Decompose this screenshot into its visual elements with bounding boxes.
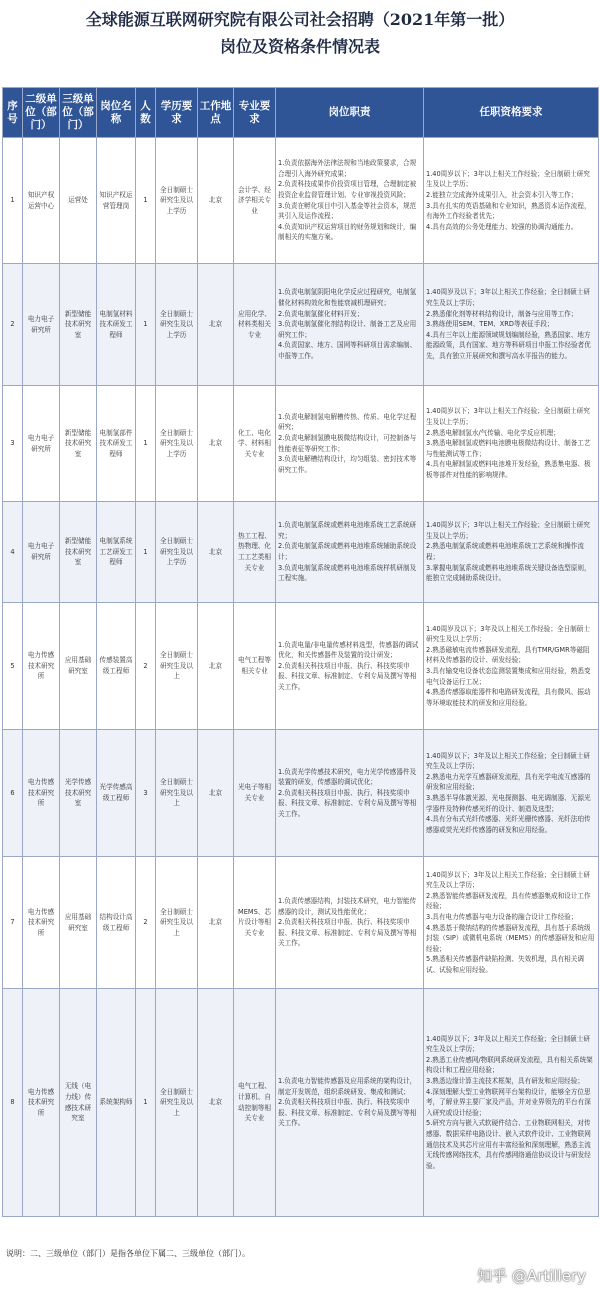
- req-item: 4.熟悉传感器取能器件和电路研发流程，具有微风、振动等环境取能技术的研发和应用经验。: [426, 688, 591, 707]
- duty-item: 2.负责相关科技项目申报、执行、科技奖项申报、科技文章、标准制定、专利专局及撰写等相关工作。: [278, 788, 417, 818]
- cell-place: 北京: [198, 502, 234, 603]
- req-item: 4.具有三年以上能源领域规划编制经验，熟悉国家、地方能源政策，具有国家、地方等科研项目申报工作经验者优先，具有独立开展研究和撰写高水平报告的能力。: [426, 330, 591, 360]
- cell-req: [424, 603, 599, 730]
- cell-unit2: 电力传感技术研究所: [23, 603, 60, 730]
- cell-unit3: 新型储能技术研究室: [60, 264, 97, 386]
- cell-major: MEMS、芯片设计等相关专业: [234, 857, 276, 989]
- table-header-row: [3, 88, 599, 138]
- table-row: [3, 502, 599, 603]
- req-item: 1.40周岁以下；3年以上相关工作经验；全日制硕士研究生及以上学历；: [426, 407, 590, 427]
- cell-req: [424, 386, 599, 502]
- cell-major: 电气工程等相关专业: [234, 603, 276, 730]
- req-item: 3.熟练使用SEM、TEM、XRD等表征手段；: [426, 320, 554, 329]
- cell-post: 电制氢部件技术研发工程师: [97, 386, 136, 502]
- cell-major: 应用化学、材料类相关专业: [234, 264, 276, 386]
- cell-edu: 全日制硕士研究生及以上学历: [156, 502, 198, 603]
- req-item: 2.熟悉磁敏电流传感器研发流程，具有TMR/GMR等磁阻材料及传感器的设计、研发经验；: [426, 645, 590, 665]
- duty-item: 1.负责传感器结构，封装技术研究，电力智能传感器的设计，测试及性能优化；: [278, 897, 417, 916]
- cell-count: 1: [136, 386, 156, 502]
- cell-edu: 全日制硕士研究生及以上: [156, 857, 198, 989]
- req-item: 1.40周岁及以下；3年以上相关工作经验；全日制硕士研究生及以上学历；: [426, 288, 590, 308]
- cell-unit3: 新型储能技术研究室: [60, 502, 97, 603]
- duty-item: 1.负责依据海外法律法规和当地政策要求，合规合理引入海外研究成果；: [278, 159, 417, 178]
- cell-unit2: 电力传感技术研究所: [23, 989, 60, 1217]
- cell-edu: 全日制硕士研究生及以上学历: [156, 138, 198, 264]
- header-req: 任职资格要求: [424, 88, 599, 138]
- duty-item: 1.负责电解制氢电解槽传热、传质、电化学过程研究；: [278, 412, 417, 432]
- cell-unit2: 电力传感技术研究所: [23, 857, 60, 989]
- cell-post: 系统架构师: [97, 989, 136, 1217]
- req-item: 2.熟悉催化剂等材料结构设计，制备与应用等工作；: [426, 309, 578, 318]
- cell-count: 1: [136, 138, 156, 264]
- duty-item: 2.负责电制氢系统或燃料电池堆系统辅助系统设计；: [278, 542, 417, 561]
- req-item: 3.熟悉电解制氢或燃料电池膜电极微结构设计、制备工艺与性能测试等工作；: [426, 439, 591, 458]
- cell-req: [424, 264, 599, 386]
- cell-edu: 全日制硕士研究生及以上学历: [156, 264, 198, 386]
- cell-duty: [276, 857, 424, 989]
- cell-req: [424, 989, 599, 1217]
- cell-no: 7: [3, 857, 23, 989]
- req-item: 3.具有输变电设备状态监测装置集成和应用经验，熟悉变电气设备运行工况；: [426, 667, 591, 686]
- table-row: [3, 989, 599, 1217]
- req-item: 2.能独立完成海外成果引入，社会资本引入等工作；: [426, 190, 578, 199]
- cell-duty: [276, 603, 424, 730]
- cell-unit2: 电力传感技术研究所: [23, 730, 60, 857]
- cell-edu: 全日制硕士研究生及以上: [156, 603, 198, 730]
- title-line-1: 全球能源互联网研究院有限公司社会招聘（2021年第一批）: [85, 10, 515, 29]
- req-item: 2.熟悉电制氢系统或燃料电池堆系统工艺系统和操作流程；: [426, 542, 584, 561]
- req-item: 4.深刻理解大型工业物联网平台架构设计，能够全方位思考，了解业界主要厂家及产品，并对业界领先的平台有深入研究或设计经验；: [426, 1087, 591, 1117]
- table-row: [3, 264, 599, 386]
- table-row: [3, 603, 599, 730]
- cell-unit2: 电力电子研究所: [23, 264, 60, 386]
- cell-no: 1: [3, 138, 23, 264]
- table-row: [3, 386, 599, 502]
- duty-item: 2.负责相关科技项目申报、执行、科技奖项申报、科技文章、标准制定、专利专局及撰写等相关工作。: [278, 918, 417, 948]
- duty-item: 1.负责电制氢系统或燃料电池堆系统工艺系统研究；: [278, 521, 417, 540]
- header-count: 人数: [136, 88, 156, 138]
- duty-item: 3.负责在孵化项目中引入基金等社会资本，规范其引入及运作流程；: [278, 201, 417, 221]
- cell-count: 2: [136, 857, 156, 989]
- duty-item: 1.负责电力智能传感器及应用系统的架构设计，制定开发规范，组织系统研发、集成和测试；: [278, 1077, 417, 1096]
- cell-post: 电制氢系统工艺研发工程师: [97, 502, 136, 603]
- page-title: [0, 6, 600, 60]
- cell-major: 光电子等相关专业: [234, 730, 276, 857]
- table-row: [3, 857, 599, 989]
- cell-duty: [276, 264, 424, 386]
- req-item: 2.熟悉智能传感器研发流程，具有传感器集成和设计工作经验；: [426, 891, 591, 911]
- cell-major: 电气工程、计算机、自动控制等相关专业: [234, 989, 276, 1217]
- cell-duty: [276, 989, 424, 1217]
- watermark: 知乎 @Artillery: [477, 1267, 586, 1285]
- req-item: 1.40周岁以下；3年及以上相关工作经验；全日制硕士研究生及以上学历；: [426, 751, 590, 771]
- duty-item: 2.负责相关科技项目申报、执行、科技奖项申报、科技文章、标准制定、专利专局及撰写等相关工作。: [278, 661, 417, 691]
- cell-unit3: 无线（电力线）传感技术研究室: [60, 989, 97, 1217]
- cell-count: 1: [136, 264, 156, 386]
- cell-major: 热工工程、热物理、化工工艺类相关专业: [234, 502, 276, 603]
- cell-no: 6: [3, 730, 23, 857]
- header-unit3: 三级单位（部门）: [60, 88, 97, 138]
- cell-post: 传感装置高级工程师: [97, 603, 136, 730]
- req-item: 4.具有高效的公务处理能力、较强的协调沟通能力。: [426, 222, 578, 231]
- req-item: 1.40周岁及以下；3年及以上相关工作经验；全日制硕士研究生及以上学历；: [426, 624, 590, 644]
- req-item: 1.40周岁以下；3年以上相关工作经验；全日制硕士研究生及以上学历；: [426, 169, 590, 189]
- req-item: 3.具有扎实的英语基础和专业知识，熟悉资本运作流程，有海外工作经验者优先；: [426, 201, 591, 221]
- cell-count: 2: [136, 603, 156, 730]
- duty-item: 2.负责科技成果作价投资项目管理，合理制定被投资企业监督管理计划、专业审视投资风险；: [278, 180, 417, 199]
- cell-place: 北京: [198, 264, 234, 386]
- duty-item: 1.负责电量/非电量传感材料选型，传感器的调试优化，和关传感器件及装置的设计研发；: [278, 640, 419, 660]
- cell-edu: 全日制硕士研究生及以上: [156, 730, 198, 857]
- header-no: 序号: [3, 88, 23, 138]
- req-item: 4.具有电解制氢或燃料电池堆开发经验，熟悉集电器、极板等部件对性能的影响规律。: [426, 460, 591, 479]
- req-item: 3.熟悉边缘计算主流技术框架，具有研发和应用经验；: [426, 1077, 584, 1086]
- cell-place: 北京: [198, 857, 234, 989]
- cell-edu: 全日制硕士研究生及以上学历: [156, 386, 198, 502]
- cell-edu: 全日制硕士研究生及以上: [156, 989, 198, 1217]
- cell-unit2: 电力电子研究所: [23, 386, 60, 502]
- req-item: 4.熟悉基于微纳结构的传感器研发流程，具有基于系统级封装（SIP）或微机电系统（MEMS）的传感器研发和应用经验；: [426, 923, 595, 953]
- duty-item: 2.负责电制氢催化材料开发；: [278, 309, 364, 318]
- req-item: 4.具有分布式光纤传感器、光纤光栅传感器、光纤法珀传感器或荧光光纤传感器的研发和应用经验。: [426, 815, 591, 834]
- header-duty: 岗位职责: [276, 88, 424, 138]
- cell-no: 5: [3, 603, 23, 730]
- cell-no: 8: [3, 989, 23, 1217]
- req-item: 1.40周岁以下；3年及以上相关工作经验；全日制硕士研究生及以上学历；: [426, 1034, 590, 1054]
- recruitment-table: [2, 87, 599, 1217]
- cell-major: 化工、电化学、材料相关专业: [234, 386, 276, 502]
- header-unit2: 二级单位（部门）: [23, 88, 60, 138]
- cell-count: 3: [136, 730, 156, 857]
- cell-post: 知识产权运营管理岗: [97, 138, 136, 264]
- cell-req: [424, 138, 599, 264]
- header-edu: 学历要求: [156, 88, 198, 138]
- cell-duty: [276, 730, 424, 857]
- req-item: 5.熟悉相关传感器件缺陷检测、失效机理，具有相关调试、试验和应用经验。: [426, 955, 584, 974]
- req-item: 2.熟悉工业传感网/物联网系统研发流程，具有相关系统架构设计和工程应用经验；: [426, 1055, 593, 1075]
- cell-req: [424, 502, 599, 603]
- cell-place: 北京: [198, 386, 234, 502]
- cell-duty: [276, 138, 424, 264]
- req-item: 2.熟悉电力光学互感器研发流程，具有光学电流互感器的研发和应用经验；: [426, 772, 591, 792]
- req-item: 1.40周岁以下；3年及以上相关工作经验；全日制硕士研究生及以上学历；: [426, 870, 590, 890]
- cell-place: 北京: [198, 603, 234, 730]
- cell-unit3: 运营处: [60, 138, 97, 264]
- cell-place: 北京: [198, 138, 234, 264]
- duty-item: 4.负责知识产权运营项目的财务规划和统计，编制相关的实施方案。: [278, 222, 417, 242]
- req-item: 3.具有电力传感器与电力设备的融合设计工作经验；: [426, 912, 578, 921]
- cell-unit2: 知识产权运营中心: [23, 138, 60, 264]
- req-item: 3.熟悉半导体激光源、光电探测器、电光调制器、无源光学器件及特种传感光纤的设计、制造及选型；: [426, 794, 591, 813]
- cell-count: 1: [136, 502, 156, 603]
- req-item: 1.40周岁以下；3年以上相关工作经验；全日制硕士研究生及以上学历；: [426, 521, 590, 540]
- cell-unit3: 应用基础研究室: [60, 857, 97, 989]
- cell-no: 3: [3, 386, 23, 502]
- cell-place: 北京: [198, 730, 234, 857]
- cell-post: 结构设计高级工程师: [97, 857, 136, 989]
- cell-major: 会计学、经济学相关专业: [234, 138, 276, 264]
- footnote: 说明：二、三级单位（部门）是指各单位下属二、三级单位（部门）。: [6, 1249, 250, 1258]
- cell-place: 北京: [198, 989, 234, 1217]
- title-line-2: 岗位及资格条件情况表: [219, 37, 380, 56]
- duty-item: 2.负责相关科技项目申报、执行、科技奖项申报、科技文章、标准制定、专利专局及撰写等相关工作。: [278, 1098, 417, 1128]
- cell-unit2: 电力电子研究所: [23, 502, 60, 603]
- cell-req: [424, 857, 599, 989]
- duty-item: 3.负责电制氢催化剂结构设计、制备工艺及应用研究工作；: [278, 320, 417, 339]
- req-item: 2.熟悉电解制氢水/气传输、电化学反应机理；: [426, 428, 560, 437]
- duty-item: 1.负责电制氢阴阳电化学反应过程研究，电制氢催化材料构效化和性能衰减机理研究；: [278, 288, 417, 308]
- header-major: 专业要求: [234, 88, 276, 138]
- cell-post: 电制氢材料技术研发工程师: [97, 264, 136, 386]
- duty-item: 3.负责电制氢系统或燃料电池堆系统样机研制及工程实施。: [278, 563, 417, 583]
- duty-item: 1.负责光学传感技术研究，电力光学传感器件及装置的研发，传感器的调试优化；: [278, 767, 417, 787]
- cell-no: 2: [3, 264, 23, 386]
- cell-duty: [276, 386, 424, 502]
- cell-req: [424, 730, 599, 857]
- header-post: 岗位名称: [97, 88, 136, 138]
- cell-unit3: 光学传感技术研究室: [60, 730, 97, 857]
- cell-post: 光学传感高级工程师: [97, 730, 136, 857]
- cell-duty: [276, 502, 424, 603]
- duty-item: 2.负责电解制氢膜电极微结构设计，可控制备与性能表征等研究工作；: [278, 433, 417, 453]
- req-item: 3.掌握电制氢系统或燃料电池堆系统关键设备选型原则，能独立完成辅助系统设计。: [426, 563, 591, 583]
- table-row: [3, 730, 599, 857]
- cell-unit3: 应用基础研究室: [60, 603, 97, 730]
- cell-unit3: 新型储能技术研究室: [60, 386, 97, 502]
- duty-item: 3.负责电解槽结构设计，均匀组装、密封技术等研究工作。: [278, 455, 417, 474]
- table-row: [3, 138, 599, 264]
- cell-no: 4: [3, 502, 23, 603]
- header-place: 工作地点: [198, 88, 234, 138]
- duty-item: 4.负责国家、地方、国网等科研项目需求编制、申报等工作。: [278, 341, 417, 360]
- req-item: 5.研究方向与嵌入式软硬件结合、工业物联网相关，对传感器、数据采样电路设计、嵌入式软件设计、工业物联网通信技术及其芯片应用有丰富经验和深刻理解，熟悉主流无线传感网络技术，具有传感网络通信协议设计与研发经验。: [426, 1119, 591, 1170]
- cell-count: 1: [136, 989, 156, 1217]
